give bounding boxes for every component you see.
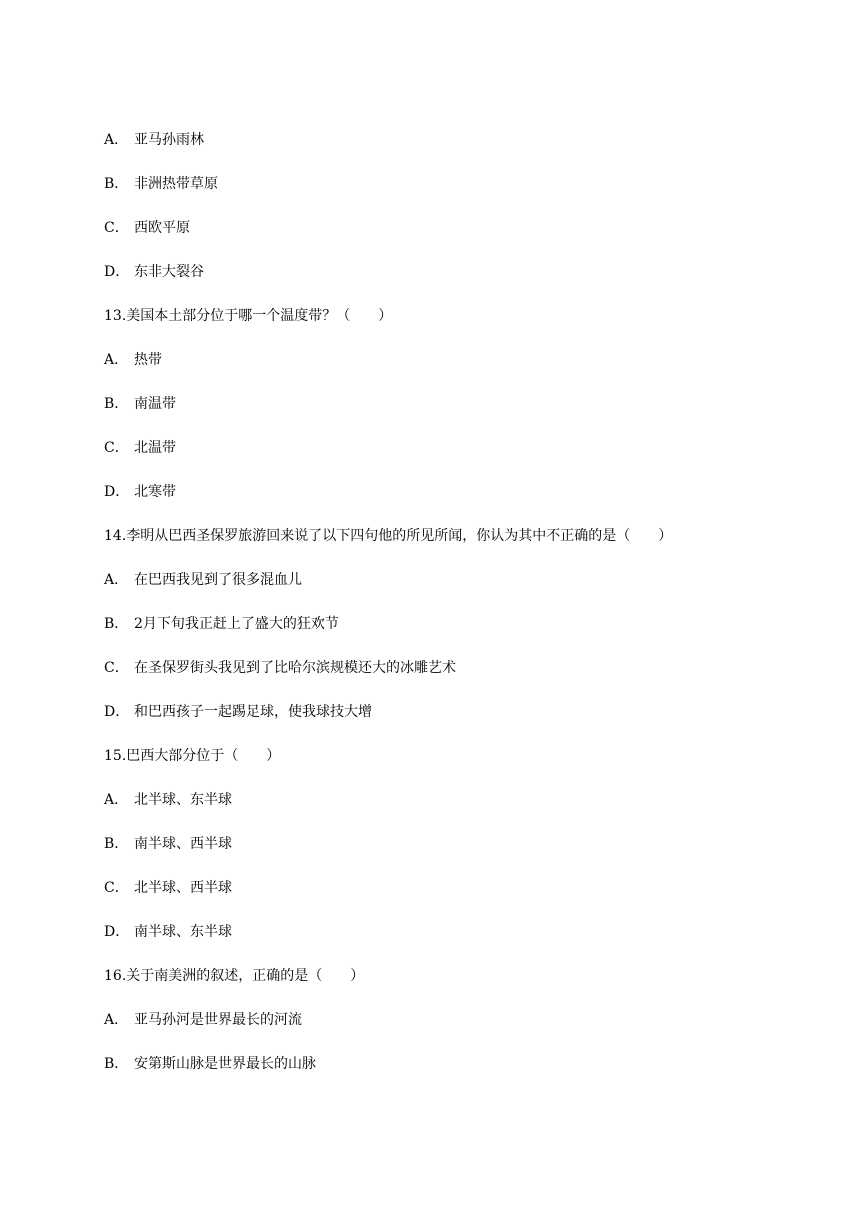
option-letter: B． — [104, 616, 129, 632]
option-letter: A． — [104, 1012, 129, 1028]
option-b-line — [104, 394, 176, 414]
option-c-line — [104, 878, 232, 898]
option-letter: B． — [104, 836, 129, 852]
option-b-line — [104, 834, 232, 854]
option-letter: B． — [104, 176, 129, 192]
option-d-line — [104, 702, 372, 722]
option-letter: D． — [104, 264, 130, 280]
option-d-line — [104, 482, 176, 502]
option-text: 安第斯山脉是世界最长的山脉 — [134, 1056, 316, 1072]
option-text: 北半球、西半球 — [134, 880, 232, 896]
option-a-line — [104, 350, 162, 370]
option-letter: A． — [104, 792, 129, 808]
option-c-line — [104, 218, 190, 238]
option-text: 南半球、西半球 — [134, 836, 232, 852]
option-text: 亚马孙雨林 — [134, 132, 204, 148]
option-c-line — [104, 658, 456, 678]
option-c-line — [104, 438, 176, 458]
option-a-line — [104, 570, 302, 590]
option-letter: A． — [104, 352, 129, 368]
option-letter: C． — [104, 220, 129, 236]
question-14-stem: 14.李明从巴西圣保罗旅游回来说了以下四句他的所见所闻，你认为其中不正确的是（ ） — [104, 528, 673, 544]
option-letter: D． — [104, 484, 130, 500]
option-letter: B． — [104, 1056, 129, 1072]
option-letter: A． — [104, 132, 129, 148]
question-13-stem: 13.美国本土部分位于哪一个温度带？（ ） — [104, 308, 393, 324]
question-16-stem: 16.关于南美洲的叙述，正确的是（ ） — [104, 968, 365, 984]
option-text: 北寒带 — [134, 484, 176, 500]
option-text: 在巴西我见到了很多混血儿 — [134, 572, 302, 588]
option-b-line — [104, 1054, 316, 1074]
option-letter: C． — [104, 880, 129, 896]
option-text: 西欧平原 — [134, 220, 190, 236]
option-text: 东非大裂谷 — [134, 264, 204, 280]
option-text: 热带 — [134, 352, 162, 368]
option-text: 北半球、东半球 — [134, 792, 232, 808]
option-d-line — [104, 262, 204, 282]
option-text: 2月下旬我正赶上了盛大的狂欢节 — [134, 616, 339, 632]
option-text: 北温带 — [134, 440, 176, 456]
option-letter: C． — [104, 660, 129, 676]
question-15-stem: 15.巴西大部分位于（ ） — [104, 748, 281, 764]
option-text: 南半球、东半球 — [134, 924, 232, 940]
option-text: 和巴西孩子一起踢足球，使我球技大增 — [134, 704, 372, 720]
option-text: 在圣保罗街头我见到了比哈尔滨规模还大的冰雕艺术 — [134, 660, 456, 676]
option-a-line — [104, 1010, 302, 1030]
option-letter: A． — [104, 572, 129, 588]
option-letter: D． — [104, 924, 130, 940]
option-a-line — [104, 130, 204, 150]
option-text: 亚马孙河是世界最长的河流 — [134, 1012, 302, 1028]
option-d-line — [104, 922, 232, 942]
option-a-line — [104, 790, 232, 810]
option-b-line — [104, 174, 218, 194]
option-letter: D． — [104, 704, 130, 720]
option-text: 南温带 — [134, 396, 176, 412]
option-text: 非洲热带草原 — [134, 176, 218, 192]
option-letter: C． — [104, 440, 129, 456]
option-b-line — [104, 614, 339, 634]
option-letter: B． — [104, 396, 129, 412]
